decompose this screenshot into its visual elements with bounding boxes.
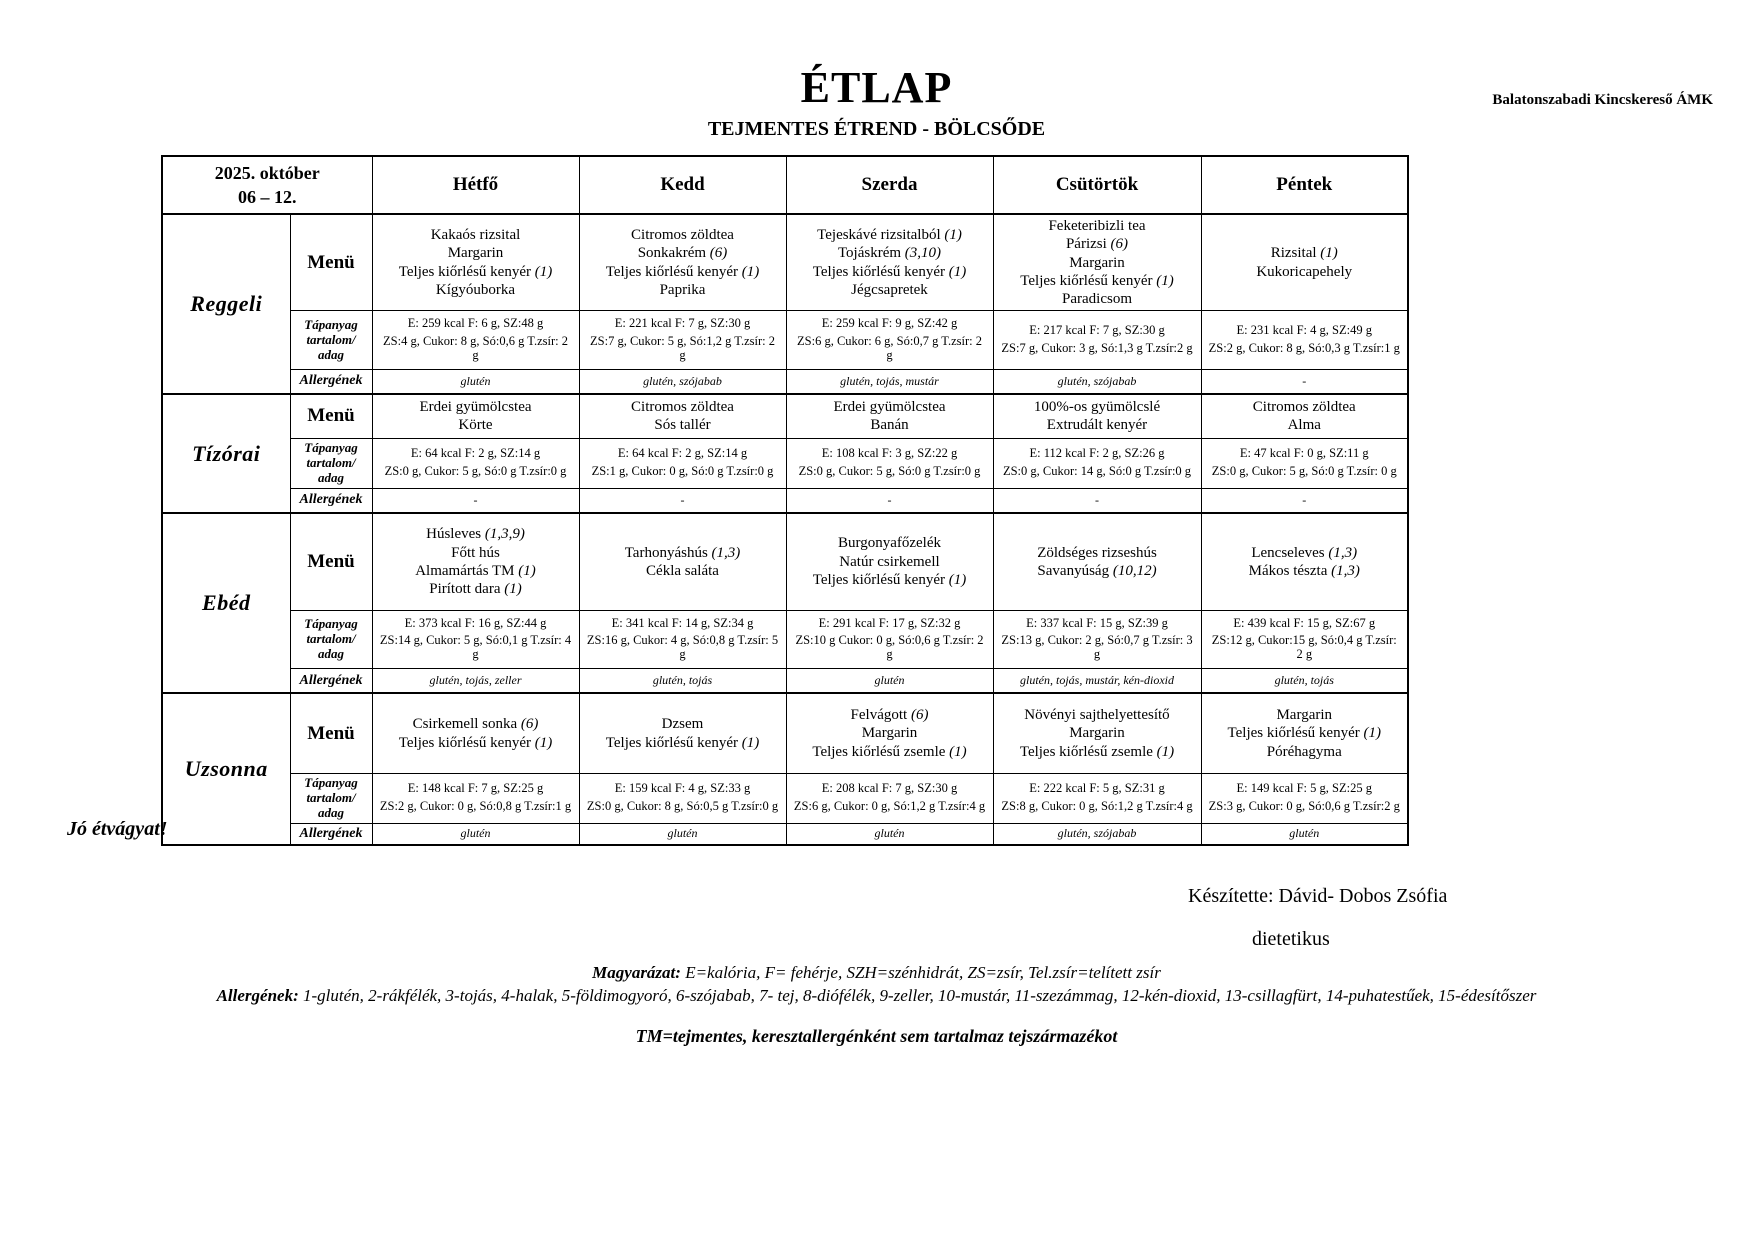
allergens-cell-uzsonna-day2: glutén	[579, 823, 786, 845]
menu-label-reggeli: Menü	[290, 214, 372, 311]
menu-cell-tizorai-day4: 100%-os gyümölcslé Extrudált kenyér	[993, 394, 1201, 438]
nutrition-cell-uzsonna-day2: E: 159 kcal F: 4 g, SZ:33 g ZS:0 g, Cukor: 8 g, Só:0,5 g T.zsír:0 g	[579, 773, 786, 823]
allergen-legend-label: Allergének:	[216, 985, 299, 1005]
allergen-legend-text: 1-glutén, 2-rákfélék, 3-tojás, 4-halak, 5-földimogyoró, 6-szójabab, 7- tej, 8-diófélék, 9-zeller, 10-mustár, 11-szezámmag, 12-kén-dioxid, 13-csillagfürt, 14-puhatestűek, 15-édesítőszer	[303, 985, 1537, 1005]
allergens-row-tizorai	[162, 488, 1408, 513]
organization-name: Balatonszabadi Kincskereső ÁMK	[1492, 92, 1713, 108]
allergens-cell-reggeli-day1: glutén	[372, 369, 579, 394]
allergens-cell-tizorai-day2: -	[579, 488, 786, 513]
allergens-cell-ebed-day3: glutén	[786, 668, 993, 693]
allergens-cell-tizorai-day1: -	[372, 488, 579, 513]
menu-cell-tizorai-day3: Erdei gyümölcstea Banán	[786, 394, 993, 438]
menu-table-body	[162, 214, 1408, 845]
menu-cell-reggeli-day3: Tejeskávé rizsitalból (1) Tojáskrém (3,10) Teljes kiőrlésű kenyér (1) Jégcsapretek	[786, 214, 993, 311]
day-header-thursday: Csütörtök	[993, 156, 1201, 214]
allergens-row-reggeli	[162, 369, 1408, 394]
menu-cell-ebed-day3: Burgonyafőzelék Natúr csirkemell Teljes kiőrlésű kenyér (1)	[786, 513, 993, 610]
menu-cell-uzsonna-day4: Növényi sajthelyettesítő Margarin Teljes kiőrlésű zsemle (1)	[993, 693, 1201, 773]
nutrition-cell-ebed-day5: E: 439 kcal F: 15 g, SZ:67 g ZS:12 g, Cukor:15 g, Só:0,4 g T.zsír: 2 g	[1201, 610, 1408, 668]
nutrition-cell-tizorai-day1: E: 64 kcal F: 2 g, SZ:14 g ZS:0 g, Cukor: 5 g, Só:0 g T.zsír:0 g	[372, 438, 579, 488]
allergens-cell-tizorai-day3: -	[786, 488, 993, 513]
allergens-label-uzsonna: Allergének	[290, 823, 372, 845]
allergens-cell-uzsonna-day3: glutén	[786, 823, 993, 845]
nutrition-cell-reggeli-day2: E: 221 kcal F: 7 g, SZ:30 g ZS:7 g, Cukor: 5 g, Só:1,2 g T.zsír: 2 g	[579, 311, 786, 369]
menu-cell-ebed-day1: Húsleves (1,3,9) Főtt hús Almamártás TM (1) Pirított dara (1)	[372, 513, 579, 610]
legend-label: Magyarázat:	[592, 963, 681, 982]
allergens-cell-tizorai-day5: -	[1201, 488, 1408, 513]
allergens-cell-uzsonna-day4: glutén, szójabab	[993, 823, 1201, 845]
nutrition-row-uzsonna	[162, 773, 1408, 823]
page-title: ÉTLAP	[800, 63, 953, 112]
nutrition-cell-reggeli-day5: E: 231 kcal F: 4 g, SZ:49 g ZS:2 g, Cukor: 8 g, Só:0,3 g T.zsír:1 g	[1201, 311, 1408, 369]
nutrition-cell-tizorai-day4: E: 112 kcal F: 2 g, SZ:26 g ZS:0 g, Cukor: 14 g, Só:0 g T.zsír:0 g	[993, 438, 1201, 488]
allergens-cell-reggeli-day4: glutén, szójabab	[993, 369, 1201, 394]
menu-cell-tizorai-day5: Citromos zöldtea Alma	[1201, 394, 1408, 438]
nutrition-cell-ebed-day3: E: 291 kcal F: 17 g, SZ:32 g ZS:10 g Cukor: 0 g, Só:0,6 g T.zsír: 2 g	[786, 610, 993, 668]
legend-text: E=kalória, F= fehérje, SZH=szénhidrát, ZS=zsír, Tel.zsír=telített zsír	[685, 963, 1161, 982]
nutrition-cell-reggeli-day4: E: 217 kcal F: 7 g, SZ:30 g ZS:7 g, Cukor: 3 g, Só:1,3 g T.zsír:2 g	[993, 311, 1201, 369]
menu-cell-ebed-day5: Lencseleves (1,3) Mákos tészta (1,3)	[1201, 513, 1408, 610]
nutrition-row-reggeli	[162, 311, 1408, 369]
nutrition-cell-tizorai-day3: E: 108 kcal F: 3 g, SZ:22 g ZS:0 g, Cukor: 5 g, Só:0 g T.zsír:0 g	[786, 438, 993, 488]
page-subtitle: TEJMENTES ÉTREND - BÖLCSŐDE	[707, 118, 1046, 140]
nutrition-cell-ebed-day2: E: 341 kcal F: 14 g, SZ:34 g ZS:16 g, Cukor: 4 g, Só:0,8 g T.zsír: 5 g	[579, 610, 786, 668]
menu-cell-reggeli-day2: Citromos zöldtea Sonkakrém (6) Teljes kiőrlésű kenyér (1) Paprika	[579, 214, 786, 311]
meal-name-ebed: Ebéd	[162, 513, 290, 693]
allergens-cell-tizorai-day4: -	[993, 488, 1201, 513]
meal-name-reggeli: Reggeli	[162, 214, 290, 394]
nutrition-label-tizorai: Tápanyag tartalom/ adag	[290, 438, 372, 488]
nutrition-label-ebed: Tápanyag tartalom/ adag	[290, 610, 372, 668]
allergens-cell-uzsonna-day1: glutén	[372, 823, 579, 845]
menu-cell-uzsonna-day2: Dzsem Teljes kiőrlésű kenyér (1)	[579, 693, 786, 773]
nutrition-cell-ebed-day4: E: 337 kcal F: 15 g, SZ:39 g ZS:13 g, Cukor: 2 g, Só:0,7 g T.zsír: 3 g	[993, 610, 1201, 668]
day-header-tuesday: Kedd	[579, 156, 786, 214]
menu-cell-uzsonna-day5: Margarin Teljes kiőrlésű kenyér (1) Póréhagyma	[1201, 693, 1408, 773]
day-header-wednesday: Szerda	[786, 156, 993, 214]
allergens-cell-uzsonna-day5: glutén	[1201, 823, 1408, 845]
allergens-cell-ebed-day1: glutén, tojás, zeller	[372, 668, 579, 693]
allergens-cell-reggeli-day5: -	[1201, 369, 1408, 394]
day-header-monday: Hétfő	[372, 156, 579, 214]
menu-row-tizorai	[162, 394, 1408, 438]
weekly-menu-table	[161, 155, 1409, 846]
allergens-row-ebed	[162, 668, 1408, 693]
allergens-label-reggeli: Allergének	[290, 369, 372, 394]
menu-cell-tizorai-day2: Citromos zöldtea Sós tallér	[579, 394, 786, 438]
meal-name-tizorai: Tízórai	[162, 394, 290, 513]
made-by-text: Készítette: Dávid- Dobos Zsófia	[1188, 885, 1448, 907]
allergens-label-tizorai: Allergének	[290, 488, 372, 513]
nutrition-cell-tizorai-day2: E: 64 kcal F: 2 g, SZ:14 g ZS:1 g, Cukor: 0 g, Só:0 g T.zsír:0 g	[579, 438, 786, 488]
nutrition-label-uzsonna: Tápanyag tartalom/ adag	[290, 773, 372, 823]
menu-label-ebed: Menü	[290, 513, 372, 610]
nutrition-cell-uzsonna-day1: E: 148 kcal F: 7 g, SZ:25 g ZS:2 g, Cukor: 0 g, Só:0,8 g T.zsír:1 g	[372, 773, 579, 823]
legend-line	[0, 962, 1753, 985]
legend-block	[0, 962, 1753, 1008]
nutrition-row-tizorai	[162, 438, 1408, 488]
nutrition-cell-uzsonna-day4: E: 222 kcal F: 5 g, SZ:31 g ZS:8 g, Cukor: 0 g, Só:1,2 g T.zsír:4 g	[993, 773, 1201, 823]
allergens-cell-ebed-day5: glutén, tojás	[1201, 668, 1408, 693]
date-range	[162, 156, 372, 214]
table-header-row	[162, 156, 1408, 214]
nutrition-row-ebed	[162, 610, 1408, 668]
dietitian-text: dietetikus	[1252, 928, 1330, 950]
nutrition-cell-reggeli-day3: E: 259 kcal F: 9 g, SZ:42 g ZS:6 g, Cukor: 6 g, Só:0,7 g T.zsír: 2 g	[786, 311, 993, 369]
menu-cell-uzsonna-day3: Felvágott (6) Margarin Teljes kiőrlésű zsemle (1)	[786, 693, 993, 773]
date-line-2: 06 – 12.	[238, 187, 297, 207]
nutrition-cell-ebed-day1: E: 373 kcal F: 16 g, SZ:44 g ZS:14 g, Cukor: 5 g, Só:0,1 g T.zsír: 4 g	[372, 610, 579, 668]
menu-label-tizorai: Menü	[290, 394, 372, 438]
meal-name-uzsonna: Uzsonna	[162, 693, 290, 844]
nutrition-cell-uzsonna-day3: E: 208 kcal F: 7 g, SZ:30 g ZS:6 g, Cukor: 0 g, Só:1,2 g T.zsír:4 g	[786, 773, 993, 823]
date-line-1: 2025. október	[214, 162, 320, 183]
tm-note-text: TM=tejmentes, keresztallergénként sem tartalmaz tejszármazékot	[635, 1026, 1118, 1046]
allergens-label-ebed: Allergének	[290, 668, 372, 693]
nutrition-label-reggeli: Tápanyag tartalom/ adag	[290, 311, 372, 369]
menu-cell-uzsonna-day1: Csirkemell sonka (6) Teljes kiőrlésű kenyér (1)	[372, 693, 579, 773]
allergens-cell-ebed-day2: glutén, tojás	[579, 668, 786, 693]
allergen-legend-line	[97, 985, 1657, 1008]
nutrition-cell-reggeli-day1: E: 259 kcal F: 6 g, SZ:48 g ZS:4 g, Cukor: 8 g, Só:0,6 g T.zsír: 2 g	[372, 311, 579, 369]
menu-label-uzsonna: Menü	[290, 693, 372, 773]
nutrition-cell-uzsonna-day5: E: 149 kcal F: 5 g, SZ:25 g ZS:3 g, Cukor: 0 g, Só:0,6 g T.zsír:2 g	[1201, 773, 1408, 823]
menu-cell-tizorai-day1: Erdei gyümölcstea Körte	[372, 394, 579, 438]
bon-appetit-text: Jó étvágyat!	[67, 818, 168, 840]
menu-cell-reggeli-day1: Kakaós rizsital Margarin Teljes kiőrlésű kenyér (1) Kígyóuborka	[372, 214, 579, 311]
menu-cell-reggeli-day4: Feketeribizli tea Párizsi (6) Margarin Teljes kiőrlésű kenyér (1) Paradicsom	[993, 214, 1201, 311]
allergens-cell-ebed-day4: glutén, tojás, mustár, kén-dioxid	[993, 668, 1201, 693]
allergens-cell-reggeli-day2: glutén, szójabab	[579, 369, 786, 394]
nutrition-cell-tizorai-day5: E: 47 kcal F: 0 g, SZ:11 g ZS:0 g, Cukor: 5 g, Só:0 g T.zsír: 0 g	[1201, 438, 1408, 488]
menu-row-reggeli	[162, 214, 1408, 311]
allergens-row-uzsonna	[162, 823, 1408, 845]
menu-cell-ebed-day2: Tarhonyáshús (1,3) Cékla saláta	[579, 513, 786, 610]
menu-row-uzsonna	[162, 693, 1408, 773]
menu-cell-reggeli-day5: Rizsital (1) Kukoricapehely	[1201, 214, 1408, 311]
allergens-cell-reggeli-day3: glutén, tojás, mustár	[786, 369, 993, 394]
menu-cell-ebed-day4: Zöldséges rizseshús Savanyúság (10,12)	[993, 513, 1201, 610]
day-header-friday: Péntek	[1201, 156, 1408, 214]
menu-row-ebed	[162, 513, 1408, 610]
